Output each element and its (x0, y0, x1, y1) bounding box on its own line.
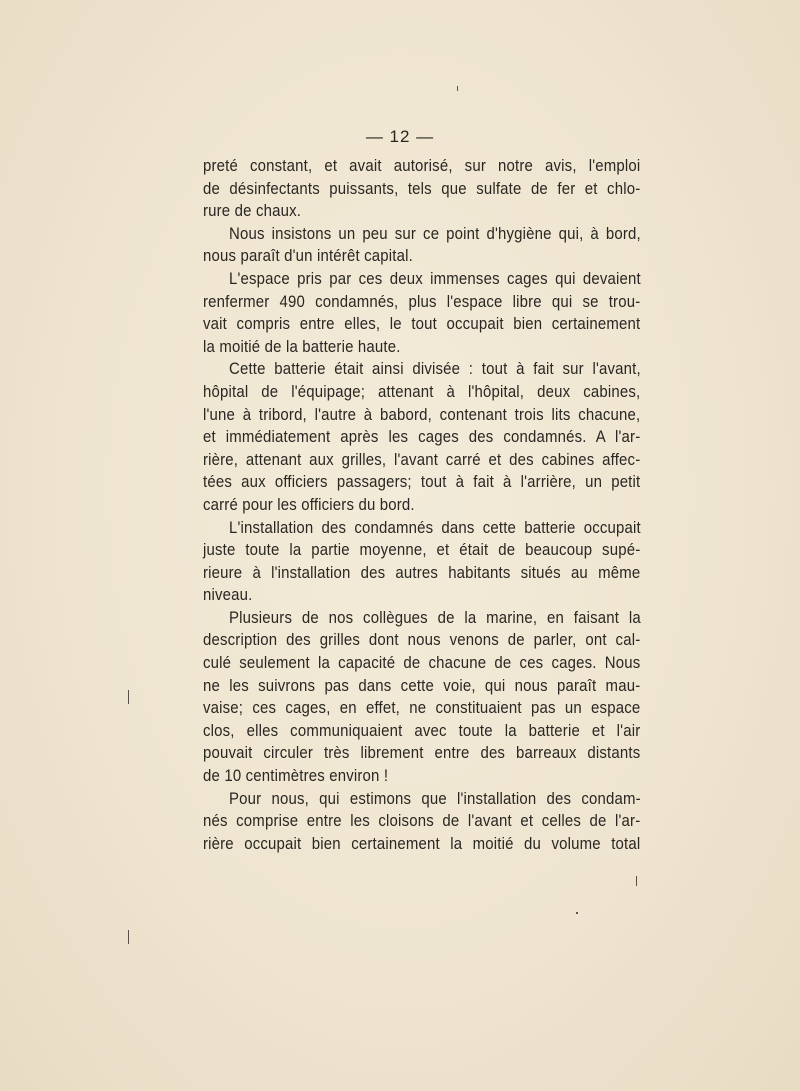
paragraph (203, 358, 641, 516)
text-line: rière occupait bien certainement la moitié du volume total (203, 833, 641, 853)
text-line: pouvait circuler très librement entre des barreaux distants (203, 743, 641, 763)
text-line: de 10 centimètres environ ! (203, 766, 389, 786)
text-line: culé seulement la capacité de chacune de ces cages. Nous (203, 653, 641, 673)
scan-speck (128, 930, 129, 944)
scan-speck (636, 876, 637, 886)
text-line: vait compris entre elles, le tout occupait bien certainement (203, 314, 641, 334)
page-number: — 12 — (365, 127, 435, 146)
paragraph (203, 223, 641, 268)
text-line: clos, elles communiquaient avec toute la batterie et l'air (203, 720, 641, 740)
paragraph (203, 155, 641, 223)
scan-speck (128, 690, 129, 704)
text-line: hôpital de l'équipage; attenant à l'hôpital, deux cabines, (203, 381, 641, 401)
text-line: L'installation des condamnés dans cette batterie occupait (229, 517, 641, 537)
text-line: renfermer 490 condamnés, plus l'espace libre qui se trou- (203, 291, 641, 311)
paragraph (203, 268, 641, 358)
text-line: nous paraît d'un intérêt capital. (203, 246, 413, 266)
text-line: et immédiatement après les cages des condamnés. A l'ar- (203, 427, 641, 447)
text-line: preté constant, et avait autorisé, sur notre avis, l'emploi (203, 156, 641, 175)
text-line: ne les suivrons pas dans cette voie, qui nous paraît mau- (203, 675, 641, 695)
scan-speck (576, 912, 578, 914)
text-line: carré pour les officiers du bord. (203, 494, 415, 514)
text-line: description des grilles dont nous venons de parler, ont cal- (203, 630, 641, 650)
text-line: juste toute la partie moyenne, et était de beaucoup supé- (203, 540, 641, 560)
body-text (203, 155, 641, 855)
text-line: Pour nous, qui estimons que l'installation des condam- (229, 788, 641, 808)
text-line: tées aux officiers passagers; tout à fait à l'arrière, un petit (203, 472, 641, 492)
text-line: L'espace pris par ces deux immenses cages qui devaient (229, 268, 641, 288)
paragraph (203, 607, 641, 788)
text-line: nés comprise entre les cloisons de l'avant et celles de l'ar- (203, 811, 641, 831)
text-line: rière, attenant aux grilles, l'avant carré et des cabines affec- (203, 449, 641, 469)
text-line: Nous insistons un peu sur ce point d'hygiène qui, à bord, (229, 223, 641, 243)
text-line: niveau. (203, 585, 253, 605)
text-line: Cette batterie était ainsi divisée : tout à fait sur l'avant, (229, 359, 641, 379)
text-line: Plusieurs de nos collègues de la marine, en faisant la (229, 607, 641, 627)
text-line: rure de chaux. (203, 201, 302, 221)
paragraph (203, 517, 641, 607)
text-line: de désinfectants puissants, tels que sulfate de fer et chlo- (203, 178, 641, 198)
text-line: rieure à l'installation des autres habitants situés au même (203, 562, 641, 582)
text-line: vaise; ces cages, en effet, ne constituaient pas un espace (203, 698, 641, 718)
text-line: l'une à tribord, l'autre à babord, contenant trois lits chacune, (203, 404, 641, 424)
scan-speck (457, 86, 458, 91)
paragraph (203, 788, 641, 856)
text-line: la moitié de la batterie haute. (203, 336, 401, 356)
